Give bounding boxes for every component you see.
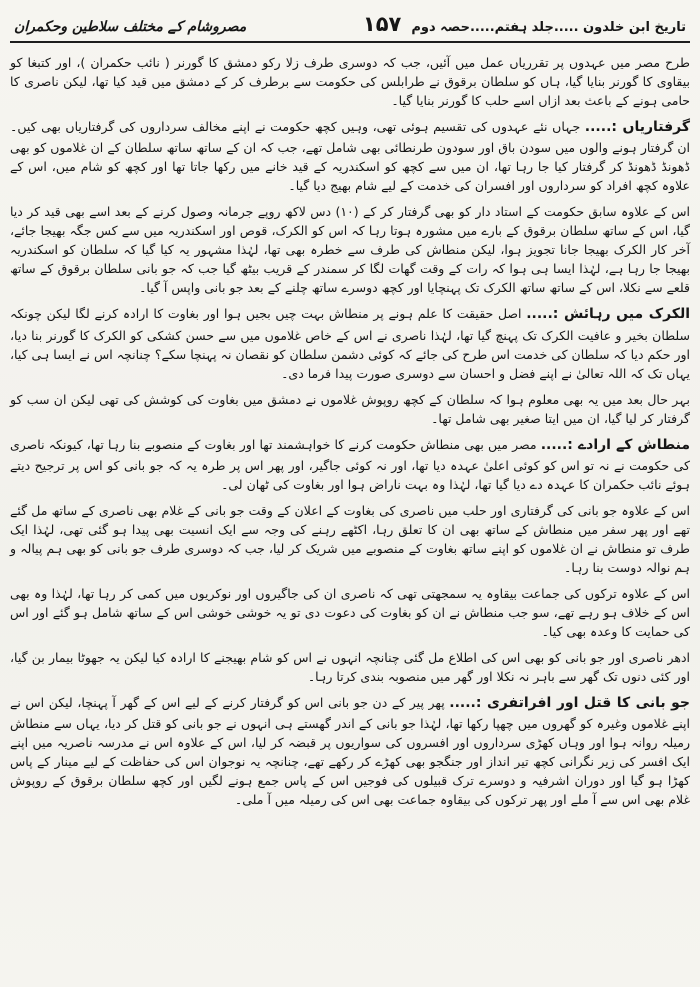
header-divider: [10, 41, 690, 43]
paragraph: [10, 584, 690, 641]
paragraph-text: مصر میں بھی منطاش حکومت کرنے کا خواہشمند تھا اور بغاوت کے منصوبے بنا رہا تھا، کیونکہ ناصری کی حکومت نے نہ تو اس کو کوئی اعلیٰ عہدہ دیا تھا، اور نہ کوئی جاگیر، اور پھر اس پر طرہ یہ کہ جو بانی کو اس پر ترجیح دیتے ہوئے نائب حکمران کا عہدہ دے دیا گیا تھا، لہٰذا وہ بہت ناراض ہوا اور بغاوت کی ٹھان لی۔: [10, 436, 690, 492]
paragraph: [10, 501, 690, 577]
section-heading-arrests: گرفتاریاں :.....: [584, 119, 691, 135]
paragraph: [10, 648, 690, 686]
paragraph: [10, 693, 690, 809]
paragraph: [10, 202, 690, 297]
paragraph: [10, 304, 690, 382]
section-heading-mintash-intentions: منطاش کے ارادے :.....: [540, 436, 690, 453]
paragraph: [10, 117, 690, 195]
paragraph-text: اس کے علاوہ جو بانی کی گرفتاری اور حلب میں ناصری کی بغاوت کے اعلان کے وقت جو بانی کے غلام بھی ناصری کے ساتھ مل گئے تھے اور پھر سفر میں منطاش کے ساتھ بھی ان کا تعلق رہا، اکٹھے رہنے کی وجہ سے ایک انسیت بھی پیدا ہو گئی تھی، لہٰذا ایک طرف تو منطاش نے ان غلاموں کو اپنے ساتھ بغاوت کے منصوبے میں شریک کر لیا، جب کہ دوسری طرف جو بانی کو بھی ہم پیالہ و ہم نوالہ دوست بنا رہا۔: [10, 502, 690, 575]
paragraph: [10, 435, 690, 494]
paragraph-text: جہاں نئے عہدوں کی تقسیم ہوئی تھی، وہیں کچھ حکومت نے اپنے مخالف سرداروں کی گرفتاریاں بھی کیں۔ ان گرفتار ہونے والوں میں سودن باق اور سودون طرنطائی بھی شامل تھے، جب کہ ان کے ساتھ ساتھ سلطان کے ان غلاموں کو بھی ڈھونڈ ڈھونڈ کر گرفتار کیا جا رہا تھا، ان میں سے کچھ کو اسکندریہ کے قید خانے میں رکھا جاتا تھا اور کچھ کو شام میں، اس کے علاوہ کچھ افراد کو سرداروں اور افسران کی خدمت کے لیے شام بھیج دیا گیا۔: [10, 119, 690, 194]
paragraph-text: ادھر ناصری اور جو بانی کو بھی اس کی اطلاع مل گئی چنانچہ انہوں نے اس کو شام بھیجنے کا ارادہ کیا لیکن یہ جھوٹا بیمار بن گیا، اور کئی دنوں تک گھر سے باہر نہ نکلا اور گھر میں منصوبہ بندی کرتا رہا۔: [10, 649, 690, 684]
paragraph-text: طرح مصر میں عہدوں پر تقرریاں عمل میں آئیں، جب کہ دوسری طرف زلا رکو دمشق کا گورنر ( نائب حکمران )، اور کتبغا کو بیقاوی کا گورنر بنایا گیا، ہاں کو سلطان برقوق نے طرابلس کی حکومت سے برطرف کر کے دمشق میں قید کیا تھا، لیکن ناصری کا حامی ہونے کے باعث بعد ازاں اسے حلب کا گورنر بنایا گیا۔: [10, 55, 690, 108]
paragraph-text: پھر پیر کے دن جو بانی اس کو گرفتار کرنے کے لیے اس کے گھر آ پہنچا، لیکن اس نے اپنے غلاموں وغیرہ کو گھروں میں چھپا رکھا تھا، لہٰذا جو بانی کے اندر گھستے ہی انہوں نے جو بانی کو قتل کر دیا، یہاں سے منطاش رمیلہ روانہ ہوا اور وہاں کھڑی سرداروں اور افسروں کی سواریوں پر قبضہ کر لیا، اس کے علاوہ اس نے مدرسہ ناصریہ میں اپنے ایک افسر کی زیر نگرانی کچھ تیر انداز اور جنگجو بھی کھڑے کر رکھے تھے، چنانچہ یہ نوجوان اس کی حفاظت کے لیے مینار کے پاس کھڑا ہو گیا اور دوران اشرفیہ و دوسرے ترک قبیلوں کی فوجیں اس کے پاس جمع ہونے لگیں اور کچھ سلطان برقوق کے روپوش غلام بھی اس سے آ ملے اور پھر ترکوں کی بیقاوہ جماعت بھی اس کی رمیلہ میں آ ملی۔: [10, 694, 690, 808]
book-title: تاریخ ابن خلدون .....جلد ہفتم.....حصہ دوم: [411, 20, 686, 35]
paragraph-text: اس کے علاوہ ترکوں کی جماعت بیقاوہ یہ سمجھتی تھی کہ ناصری ان کی جاگیروں اور نوکریوں میں کمی کر رہا تھا، لہٰذا وہ بھی اس کے خلاف ہو رہے تھے، سو جب منطاش نے ان کو بغاوت کی دعوت دی تو یہ خوشی خوشی اس کے ساتھ شامل ہو گئے اور اس کی حمایت کا وعدہ بھی کیا۔: [10, 585, 690, 639]
paragraph: [10, 390, 690, 428]
paragraph-text: اصل حقیقت کا علم ہونے پر منطاش بہت چیں بجیں ہوا اور بغاوت کا ارادہ کرنے لگا لیکن چونکہ سلطان بخیر و عافیت الکرک تک پہنچ گیا تھا، لہٰذا ناصری نے اس کے خاص غلاموں میں سے حسن کشکی کو الکرک کا گورنر بنا دیا، اور حکم دیا کہ سلطان کی خدمت اس طرح کی جائے کہ کوئی دشمن سلطان کو نقصان نہ پہنچا سکے؟ چنانچہ اس نے ایسا ہی کیا، یہاں تک کہ اللہ تعالیٰ نے اپنے فضل و احسان سے دوسری صورت پیدا فرما دی۔: [10, 306, 690, 381]
page-number: ۱۵۷: [362, 12, 402, 36]
page-content: [10, 53, 690, 809]
paragraph-text: اس کے علاوہ سابق حکومت کے استاد دار کو بھی گرفتار کر کے (۱۰) دس لاکھ روپے جرمانہ وصول کرنے کے بعد اسے بھی قید کر دیا گیا، اس کے ساتھ سلطان برقوق کے بارے میں مشورہ ہوتا رہا کہ اس کو الکرک، قوص اور اسکندریہ میں سے کس جگہ بھیجا جائے، آخر کار الکرک بھیجا جانا تجویز ہوا، لیکن منطاش کی طرف سے خطرہ بھی تھا، لہٰذا مشہور یہ کیا گیا کہ سلطان کو اسکندریہ بھیجا جا رہا ہے، لہٰذا ایسا ہی ہوا کہ رات کے وقت گھات لگا کر سمندر کے قریب بیٹھ گیا جب کہ جو بانی سلطان برقوق کے ساتھ قلعے سے نکلا، اس کے ساتھ ساتھ الکرک تک پہنچایا اور کچھ دوسرے ساتھ چلنے کے بعد جو بانی واپس آ گیا۔: [10, 204, 690, 296]
page-header: [10, 12, 690, 41]
chapter-title-handwritten: مصروشام کے مختلف سلاطین وحکمران: [14, 19, 247, 35]
paragraph: [10, 53, 690, 110]
section-heading-karak-residence: الکرک میں رہائش :.....: [526, 306, 690, 323]
paragraph-text: بہر حال بعد میں یہ بھی معلوم ہوا کہ سلطان کے کچھ روپوش غلاموں نے دمشق میں بغاوت کی کوشش کی تھی لیکن ان سب کو گرفتار کر لیا گیا، ان میں ایتا صغیر بھی شامل تھا۔: [10, 391, 690, 426]
section-heading-jubani-murder: جو بانی کا قتل اور افراتفری :.....: [449, 694, 690, 711]
